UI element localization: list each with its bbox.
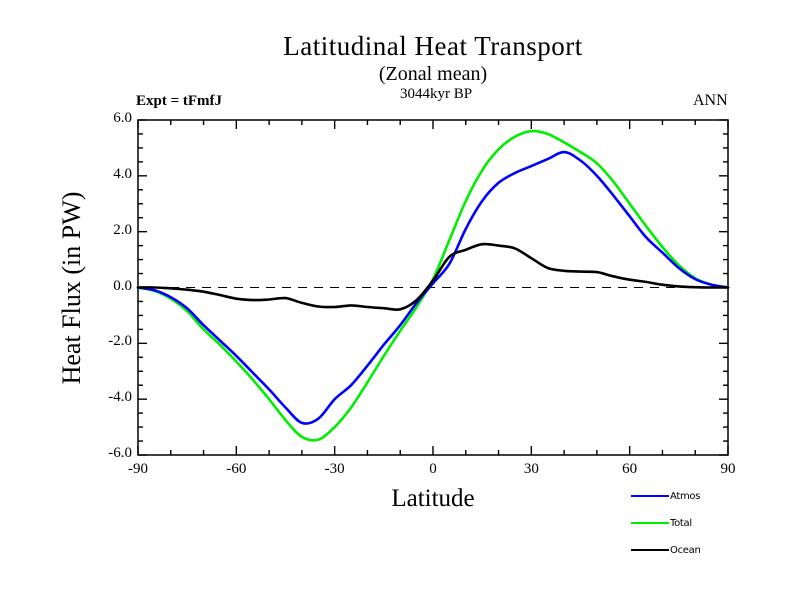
x-tick-label: 60 [622, 461, 638, 477]
y-axis-title: Heat Flux (in PW) [57, 191, 86, 385]
y-tick-label: 2.0 [113, 221, 132, 238]
y-tick-label: -4.0 [108, 389, 132, 406]
legend-label: Atmos [670, 490, 701, 502]
legend-item-atmos [631, 489, 700, 503]
x-axis-title: Latitude [391, 485, 475, 512]
y-tick-label: 6.0 [113, 110, 132, 126]
x-tick-label: 30 [523, 461, 539, 477]
legend-line-icon [631, 495, 669, 497]
chart-title: Latitudinal Heat Transport [283, 31, 583, 61]
x-tick-label: -90 [128, 461, 148, 477]
experiment-annotation: Expt = tFmfJ [136, 93, 223, 109]
x-tick-label: -60 [226, 461, 247, 477]
x-tick-label: 90 [720, 461, 736, 477]
y-tick-label: 0.0 [113, 277, 132, 294]
season-annotation: ANN [693, 92, 728, 109]
x-tick-label: 0 [429, 461, 437, 477]
legend-item-total [631, 516, 692, 530]
y-tick-label: -2.0 [108, 333, 132, 350]
x-tick-label: -30 [324, 461, 345, 477]
legend-label: Ocean [670, 544, 701, 556]
legend-label: Total [670, 517, 692, 529]
legend-line-icon [631, 549, 669, 551]
y-tick-label: -6.0 [108, 445, 132, 461]
time-annotation: 3044kyr BP [399, 86, 473, 102]
series-line-total [138, 131, 728, 440]
chart-subtitle: (Zonal mean) [378, 63, 488, 85]
y-tick-label: 4.0 [113, 165, 132, 182]
legend-item-ocean [631, 543, 701, 557]
legend-line-icon [631, 522, 669, 524]
